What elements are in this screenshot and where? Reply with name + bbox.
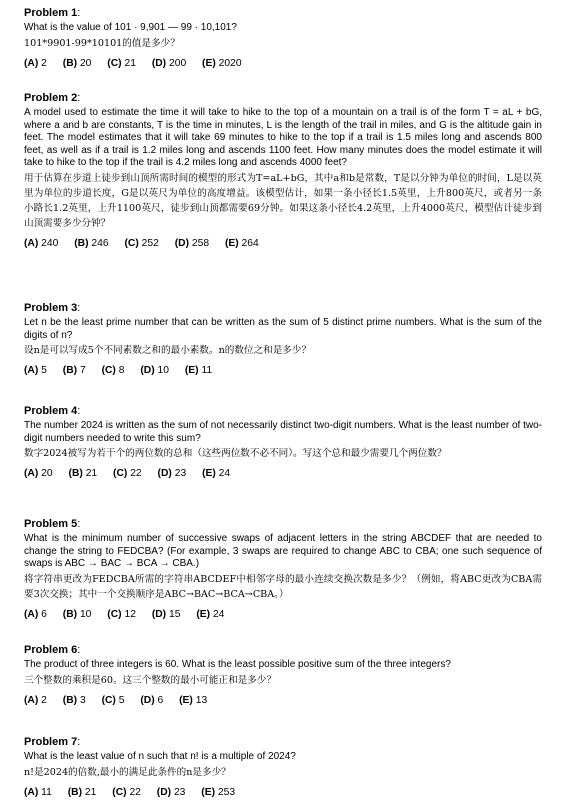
choice-a	[24, 365, 47, 376]
choice-a	[24, 609, 47, 620]
problem-title: Problem 3	[24, 302, 78, 314]
choice-label: (A)	[24, 365, 39, 377]
choice-label: (C)	[113, 468, 128, 480]
problem-title: Problem 7	[24, 736, 78, 748]
problem-text-en: What is the least value of n such that n! is a multiple of 2024?	[24, 751, 296, 762]
answer-choices	[24, 608, 542, 621]
choice-d	[152, 609, 181, 620]
choice-e	[202, 468, 230, 479]
choice-label: (D)	[157, 468, 172, 480]
choice-label: (A)	[24, 468, 39, 480]
choice-b	[63, 695, 86, 706]
choice-value: 12	[124, 608, 136, 620]
choice-label: (E)	[196, 608, 211, 620]
problem-text-en: The product of three integers is 60. What is the least possible positive sum of the three integers?	[24, 659, 451, 670]
choice-b	[63, 58, 92, 69]
problem-3: Problem 3: Let n be the least prime number that can be written as the sum of 5 distinct prime numbers. What is the sum of the digits of n? 设n是可以写成5个不同素数之和的最小素数。n的数位之和是多少？ (A) 5 (B) 7 (C) 8 (D) 10 (E) 11	[24, 302, 542, 377]
choice-label: (E)	[224, 237, 239, 249]
choice-value: 2	[41, 57, 47, 69]
choice-label: (E)	[201, 786, 216, 798]
choice-label: (C)	[101, 365, 116, 377]
choice-label: (C)	[107, 57, 122, 69]
choice-value: 6	[157, 694, 164, 706]
choice-value: 7	[79, 365, 86, 377]
problem-text-zh: n!是2024的倍数,最小的满足此条件的n是多少？	[24, 766, 231, 778]
choice-value: 200	[168, 57, 187, 69]
choice-b	[63, 365, 86, 376]
choice-label: (D)	[174, 237, 189, 249]
choice-c	[107, 609, 136, 620]
problem-title: Problem 2	[24, 92, 78, 104]
choice-value: 13	[195, 694, 208, 706]
choice-value: 10	[79, 608, 92, 620]
choice-d	[158, 468, 187, 479]
choice-value: 240	[41, 237, 59, 249]
choice-value: 6	[41, 608, 47, 620]
choice-value: 20	[41, 468, 53, 480]
problem-text-en: What is the minimum number of successive swaps of adjacent letters in the string ABCDEF that are needed to change the string to FEDCBA? (For example, 3 swaps are required to change ABC to CBA; one such sequence of swaps is ABC → BAC → BCA → CBA.)	[24, 533, 542, 570]
answer-choices	[24, 364, 542, 377]
choice-label: (C)	[101, 694, 116, 706]
choice-a	[24, 238, 58, 249]
choice-value: 253	[217, 786, 236, 798]
choice-value: 23	[174, 468, 187, 480]
problem-title: Problem 4	[24, 405, 78, 417]
choice-label: (C)	[112, 786, 127, 798]
problem-title: Problem 5	[24, 518, 78, 530]
answer-choices	[24, 237, 542, 250]
choice-label: (D)	[140, 694, 155, 706]
choice-a	[24, 787, 52, 798]
problem-4: Problem 4: The number 2024 is written as the sum of not necessarily distinct two-digit numbers. What is the least number of two-digit numbers needed to write this sum? 数字2024被写为若干个的两位数的总和（这些两位数不必不同）。写这个总和最少需要几个两位数？ (A) 20 (B) 21 (C) 22 (D) 23 (E) 24	[24, 405, 543, 480]
choice-b	[68, 787, 97, 798]
choice-value: 21	[124, 57, 136, 69]
problem-title: Problem 6	[24, 644, 78, 656]
choice-value: 24	[218, 468, 231, 480]
choice-b	[74, 238, 108, 249]
choice-c	[124, 238, 158, 249]
problem-text-zh: 101*9901-99*10101的值是多少？	[24, 37, 180, 49]
choice-value: 15	[168, 608, 181, 620]
choice-e	[225, 238, 259, 249]
problem-text-zh: 数字2024被写为若干个的两位数的总和（这些两位数不必不同）。写这个总和最少需要几个两位数？	[24, 448, 447, 460]
choice-label: (B)	[68, 468, 83, 480]
choice-c	[113, 468, 142, 479]
choice-c	[107, 58, 136, 69]
choice-d	[140, 695, 163, 706]
choice-value: 10	[157, 365, 169, 377]
choice-a	[24, 468, 53, 479]
choice-e	[185, 365, 212, 376]
choice-value: 8	[118, 365, 125, 377]
problem-text-zh: 三个整数的乘积是60。这三个整数的最小可能正和是多少？	[24, 674, 277, 686]
choice-label: (A)	[24, 786, 39, 798]
choice-label: (E)	[202, 57, 216, 69]
choice-value: 24	[212, 608, 225, 620]
choice-value: 11	[201, 365, 213, 377]
problem-text-en: A model used to estimate the time it will take to hike to the top of a mountain on a trail is of the form T = aL + bG, where a and b are constants, T is the time in minutes, L is the length of the trail in miles, and G is the altitude gain in feet. The model estimates that it will take 69 minutes to hike to the top if a trail is 1.5 miles long and ascends 800 feet, as well as if a trail is 1.2 miles long and ascends 1100 feet. How many minutes does the model estimate it will take to hike to the top if the trail is 4.2 miles long and ascends 4000 feet?	[24, 107, 542, 169]
choice-label: (B)	[62, 608, 78, 620]
choice-b	[69, 468, 98, 479]
choice-value: 23	[173, 786, 186, 798]
problem-7: Problem 7: What is the least value of n such that n! is a multiple of 2024? n!是2024的倍数,最小的满足此条件的n是多少？ (A) 11 (B) 21 (C) 22 (D) 23 (E) 253	[24, 735, 542, 807]
choice-value: 22	[129, 786, 141, 798]
problem-text-en: What is the value of 101 · 9,901 — 99 · 10,101?	[24, 22, 237, 33]
choice-label: (B)	[62, 694, 78, 706]
choice-a	[24, 58, 47, 69]
choice-label: (A)	[24, 608, 39, 620]
choice-label: (A)	[24, 237, 39, 249]
problem-text-zh: 用于估算在步道上徒步到山顶所需时间的模型的形式为T=aL+bG，其中a和b是常数，T是以分钟为单位的时间，L是以英里为单位的步道长度，G是以英尺为单位的高度增益。该模型估计，如果一条小径长1.5英里，上升800英尺，或者另一条小路长1.2英里，上升1100英尺，徒步到山顶都需要69分钟。如果这条小径长4.2英里，上升4000英尺，模型估计徒步到山顶需要多少分钟？	[24, 172, 542, 229]
choice-value: 264	[241, 237, 259, 249]
choice-d	[157, 787, 186, 798]
choice-e	[202, 58, 242, 69]
choice-b	[63, 609, 92, 620]
answer-choices	[24, 467, 542, 480]
choice-c	[112, 787, 141, 798]
choice-label: (C)	[107, 608, 122, 620]
problem-6: Problem 6: The product of three integers is 60. What is the least possible positive sum of the three integers? 三个整数的乘积是60。这三个整数的最小可能正和是多少？ (A) 2 (B) 3 (C) 5 (D) 6 (E) 13	[24, 643, 542, 735]
choice-label: (E)	[202, 468, 216, 480]
choice-label: (D)	[156, 786, 172, 798]
choice-label: (D)	[140, 365, 155, 377]
choice-value: 258	[191, 237, 210, 249]
choice-e	[201, 787, 235, 798]
choice-label: (A)	[24, 694, 39, 706]
problem-text-en: Let n be the least prime number that can be written as the sum of 5 distinct prime numbers. What is the sum of the digits of n?	[24, 317, 542, 341]
problem-1: Problem 1: What is the value of 101 · 9,901 — 99 · 10,101? 101*9901-99*10101的值是多少？ (A) 2 (B) 20 (C) 21 (D) 200 (E) 2020	[24, 6, 542, 91]
choice-c	[102, 695, 125, 706]
choice-value: 11	[41, 786, 52, 798]
choice-label: (E)	[184, 365, 199, 377]
choice-label: (B)	[62, 365, 78, 377]
choice-label: (C)	[124, 237, 139, 249]
choice-label: (E)	[179, 694, 193, 706]
choice-e	[179, 695, 207, 706]
choice-value: 3	[79, 694, 86, 706]
choice-value: 246	[91, 237, 109, 249]
choice-value: 21	[85, 468, 98, 480]
problem-5: Problem 5: What is the minimum number of successive swaps of adjacent letters in the string ABCDEF that are needed to change the string to FEDCBA? (For example, 3 swaps are required to change ABC to CBA; one such sequence of swaps is ABC → BAC → BCA → CBA.) 将字符串更改为FEDCBA所需的字符串ABCDEF中相邻字母的最小连续交换次数是多少？（例如，将ABC更改为CBA需要3次交换；其中一个交换顺序是ABC→BAC→BCA→CBA。） (A) 6 (B) 10 (C) 12 (D) 15 (E) 24	[24, 518, 542, 620]
answer-choices	[24, 694, 542, 707]
choice-label: (B)	[62, 57, 78, 69]
problem-text-zh: 设n是可以写成5个不同素数之和的最小素数。n的数位之和是多少？	[24, 345, 312, 357]
choice-value: 252	[141, 237, 159, 249]
choice-d	[152, 58, 186, 69]
choice-label: (B)	[74, 237, 89, 249]
problem-text-zh: 将字符串更改为FEDCBA所需的字符串ABCDEF中相邻字母的最小连续交换次数是多少？（例如，将ABC更改为CBA需要3次交换；其中一个交换顺序是ABC→BAC→BCA→CBA。）	[24, 573, 542, 600]
choice-c	[102, 365, 125, 376]
problem-text-en: The number 2024 is written as the sum of not necessarily distinct two-digit numbers. What is the least number of two-digit numbers needed to write this sum?	[24, 420, 543, 444]
choice-label: (D)	[151, 608, 167, 620]
choice-value: 21	[84, 786, 97, 798]
problem-title: Problem 1	[24, 7, 78, 19]
choice-value: 20	[79, 57, 92, 69]
choice-value: 5	[118, 694, 125, 706]
choice-value: 2020	[218, 57, 242, 69]
problem-2: Problem 2: A model used to estimate the time it will take to hike to the top of a mountain on a trail is of the form T = aL + bG, where a and b are constants, T is the time in minutes, L is the length of the trail in miles, and G is the altitude gain in feet. The model estimates that it will take 69 minutes to hike to the top if a trail is 1.5 miles long and ascends 800 feet, as well as if a trail is 1.2 miles long and ascends 1100 feet. How many minutes does the model estimate it will take to hike to the top if the trail is 4.2 miles long and ascends 4000 feet? 用于估算在步道上徒步到山顶所需时间的模型的形式为T=aL+bG，其中a和b是常数，T是以分钟为单位的时间，L是以英里为单位的步道长度，G是以英尺为单位的高度增益。该模型估计，如果一条小径长1.5英里，上升800英尺，或者另一条小路长1.2英里，上升1100英尺，徒步到山顶都需要69分钟。如果这条小径长4.2英里，上升4000英尺，模型估计徒步到山顶需要多少分钟？ (A) 240 (B) 246 (C) 252 (D) 258 (E) 264	[24, 92, 542, 249]
choice-value: 22	[130, 468, 142, 480]
choice-e	[196, 609, 224, 620]
choice-label: (D)	[151, 57, 167, 69]
problem-document	[24, 6, 542, 807]
choice-d	[175, 238, 209, 249]
choice-a	[24, 695, 47, 706]
choice-value: 5	[41, 365, 47, 377]
choice-label: (A)	[24, 57, 39, 69]
answer-choices	[24, 786, 542, 799]
choice-value: 2	[41, 694, 47, 706]
choice-label: (B)	[67, 786, 83, 798]
answer-choices	[24, 57, 542, 70]
choice-d	[140, 365, 169, 376]
